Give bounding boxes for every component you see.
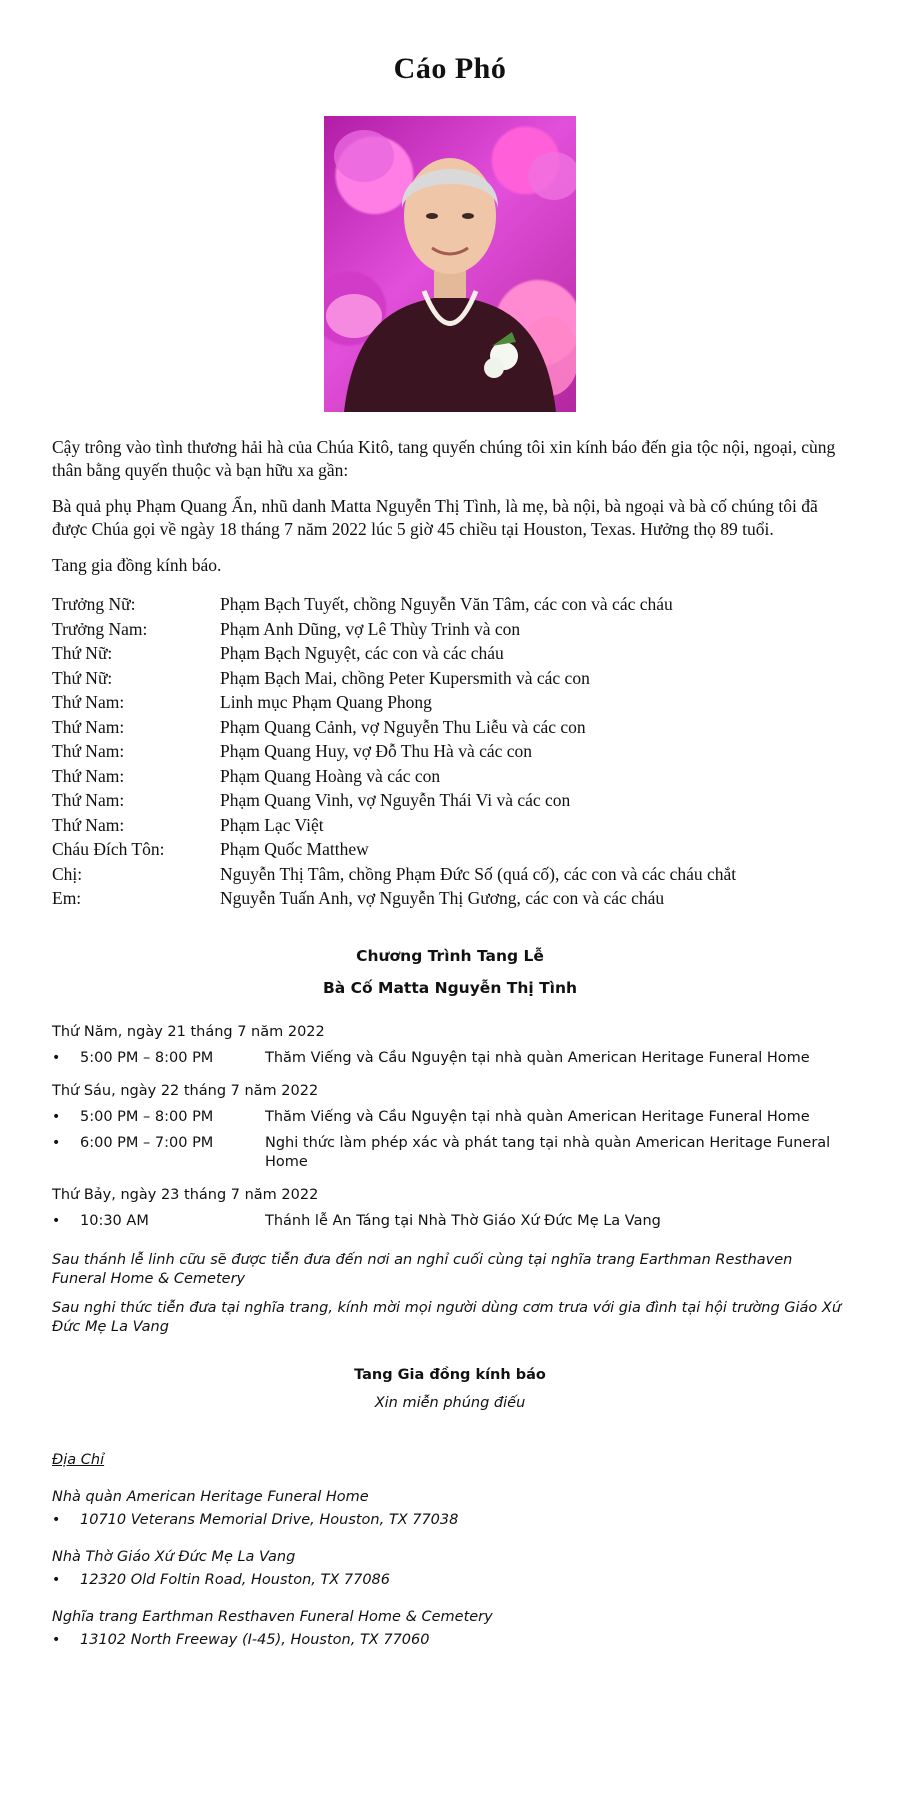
- bullet-icon: •: [52, 1134, 61, 1151]
- relative-role: Thứ Nam:: [52, 790, 125, 810]
- venue-block: [52, 1548, 848, 1590]
- relative-role: Thứ Nam:: [52, 765, 125, 786]
- schedule-day: Thứ Bảy, ngày 23 tháng 7 năm 2022: [52, 1186, 319, 1203]
- relative-row: [52, 764, 848, 789]
- relative-role: Trưởng Nam:: [52, 618, 148, 639]
- relative-name: Phạm Quốc Matthew: [220, 839, 369, 859]
- event-time: 5:00 PM – 8:00 PM: [80, 1049, 214, 1066]
- relative-role: Em:: [52, 888, 82, 908]
- bullet-icon: •: [52, 1571, 61, 1588]
- announcement-paragraph: Bà quả phụ Phạm Quang Ẩn, nhũ danh Matta Nguyễn Thị Tình, là mẹ, bà nội, bà ngoại và bà cố chúng tôi đã được Chúa gọi về ngày 18 tháng 7 năm 2022 lúc 5 giờ 45 chiều tại Houston, Texas. Hưởng thọ 89 tuổi.: [52, 496, 818, 539]
- venue-address: [52, 1571, 848, 1590]
- bullet-icon: •: [52, 1108, 61, 1125]
- event-description: Thăm Viếng và Cầu Nguyện tại nhà quàn American Heritage Funeral Home: [265, 1049, 810, 1066]
- schedule-day: Thứ Năm, ngày 21 tháng 7 năm 2022: [52, 1023, 325, 1040]
- relative-role: Thứ Nam:: [52, 814, 125, 835]
- relative-name: Phạm Quang Hoàng và các con: [220, 765, 441, 786]
- relatives-list: [52, 592, 848, 911]
- relative-name: Phạm Anh Dũng, vợ Lê Thùy Trinh và con: [220, 618, 521, 639]
- relative-row: [52, 641, 848, 666]
- venue-block: [52, 1488, 848, 1530]
- venue-name: Nghĩa trang Earthman Resthaven Funeral Home & Cemetery: [52, 1608, 493, 1625]
- program-subtitle: Bà Cố Matta Nguyễn Thị Tình: [322, 978, 578, 997]
- program-schedule: [0, 1023, 900, 1231]
- event-time: 6:00 PM – 7:00 PM: [80, 1134, 214, 1151]
- relative-row: [52, 739, 848, 764]
- relative-name: Phạm Bạch Mai, chồng Peter Kupersmith và các con: [220, 667, 590, 688]
- relative-name: Phạm Quang Huy, vợ Đỗ Thu Hà và các con: [220, 741, 533, 761]
- lunch-note: Sau nghi thức tiễn đưa tại nghĩa trang, kính mời mọi người dùng cơm trưa với gia đình tại hội trường Giáo Xứ Đức Mẹ La Vang: [52, 1299, 842, 1335]
- funeral-program: [0, 947, 900, 1650]
- relative-row: [52, 715, 848, 740]
- venue-address-text: 10710 Veterans Memorial Drive, Houston, TX 77038: [80, 1511, 459, 1528]
- schedule-day: Thứ Sáu, ngày 22 tháng 7 năm 2022: [52, 1082, 319, 1099]
- event-description: Nghi thức làm phép xác và phát tang tại nhà quàn American Heritage Funeral Home: [265, 1134, 831, 1170]
- event-description: Thăm Viếng và Cầu Nguyện tại nhà quàn American Heritage Funeral Home: [265, 1108, 810, 1125]
- family-notice: Tang gia đồng kính báo.: [52, 555, 222, 575]
- relative-role: Thứ Nữ:: [52, 667, 113, 688]
- venue-address-text: 12320 Old Foltin Road, Houston, TX 77086: [80, 1571, 391, 1588]
- relative-row: [52, 886, 848, 911]
- relative-role: Thứ Nam:: [52, 741, 125, 761]
- relative-role: Trưởng Nữ:: [52, 594, 136, 614]
- bullet-icon: •: [52, 1212, 61, 1229]
- relative-name: Nguyễn Tuấn Anh, vợ Nguyễn Thị Gương, các con và các cháu: [220, 888, 665, 908]
- relative-role: Thứ Nữ:: [52, 643, 113, 663]
- portrait-illustration: [324, 116, 576, 412]
- venue-address: [52, 1511, 848, 1530]
- bullet-icon: •: [52, 1631, 61, 1648]
- schedule-event: [52, 1134, 848, 1172]
- bullet-icon: •: [52, 1511, 61, 1528]
- closing-notice: Tang Gia đồng kính báo: [354, 1366, 546, 1383]
- intro-paragraph: Cậy trông vào tình thương hải hà của Chúa Kitô, tang quyến chúng tôi xin kính báo đến gia tộc nội, ngoại, cùng thân bằng quyến thuộc và bạn hữu xa gần:: [52, 437, 836, 480]
- portrait-photo: [324, 116, 576, 412]
- obituary-body: [0, 436, 900, 911]
- bullet-icon: •: [52, 1049, 61, 1066]
- relative-row: [52, 592, 848, 617]
- venue-address: [52, 1631, 848, 1650]
- relative-role: Thứ Nam:: [52, 716, 125, 737]
- event-time: 10:30 AM: [80, 1212, 149, 1229]
- burial-note: Sau thánh lễ linh cữu sẽ được tiễn đưa đến nơi an nghỉ cuối cùng tại nghĩa trang Earthman Resthaven Funeral Home & Cemetery: [52, 1251, 793, 1287]
- relative-name: Phạm Bạch Nguyệt, các con và các cháu: [220, 643, 504, 663]
- venue-address-text: 13102 North Freeway (I-45), Houston, TX 77060: [80, 1631, 430, 1648]
- venue-name: Nhà quàn American Heritage Funeral Home: [52, 1488, 369, 1505]
- page-title: Cáo Phó: [393, 52, 507, 85]
- event-time: 5:00 PM – 8:00 PM: [80, 1108, 214, 1125]
- relative-row: [52, 690, 848, 715]
- event-description: Thánh lễ An Táng tại Nhà Thờ Giáo Xứ Đức Mẹ La Vang: [265, 1212, 661, 1229]
- relative-role: Cháu Đích Tôn:: [52, 839, 165, 859]
- schedule-event: [52, 1212, 848, 1231]
- venue-block: [52, 1608, 848, 1650]
- no-flowers-notice: Xin miễn phúng điếu: [374, 1394, 526, 1411]
- relative-row: [52, 837, 848, 862]
- relative-row: [52, 617, 848, 642]
- address-section: [0, 1451, 900, 1650]
- relative-name: Phạm Bạch Tuyết, chồng Nguyễn Văn Tâm, các con và các cháu: [220, 594, 673, 614]
- relative-name: Linh mục Phạm Quang Phong: [220, 692, 432, 712]
- program-title: Chương Trình Tang Lễ: [356, 946, 544, 965]
- relative-row: [52, 788, 848, 813]
- relative-name: Phạm Lạc Việt: [220, 814, 324, 835]
- address-title: Địa Chỉ: [52, 1451, 105, 1468]
- relative-role: Thứ Nam:: [52, 692, 125, 712]
- schedule-event: [52, 1108, 848, 1127]
- relative-row: [52, 813, 848, 838]
- relative-row: [52, 666, 848, 691]
- venue-name: Nhà Thờ Giáo Xứ Đức Mẹ La Vang: [52, 1548, 296, 1565]
- relative-row: [52, 862, 848, 887]
- relative-name: Phạm Quang Vinh, vợ Nguyễn Thái Vi và các con: [220, 790, 571, 810]
- relative-role: Chị:: [52, 863, 83, 884]
- relative-name: Nguyễn Thị Tâm, chồng Phạm Đức Số (quá cố), các con và các cháu chắt: [220, 863, 737, 884]
- schedule-event: [52, 1049, 848, 1068]
- relative-name: Phạm Quang Cảnh, vợ Nguyễn Thu Liễu và các con: [220, 716, 586, 737]
